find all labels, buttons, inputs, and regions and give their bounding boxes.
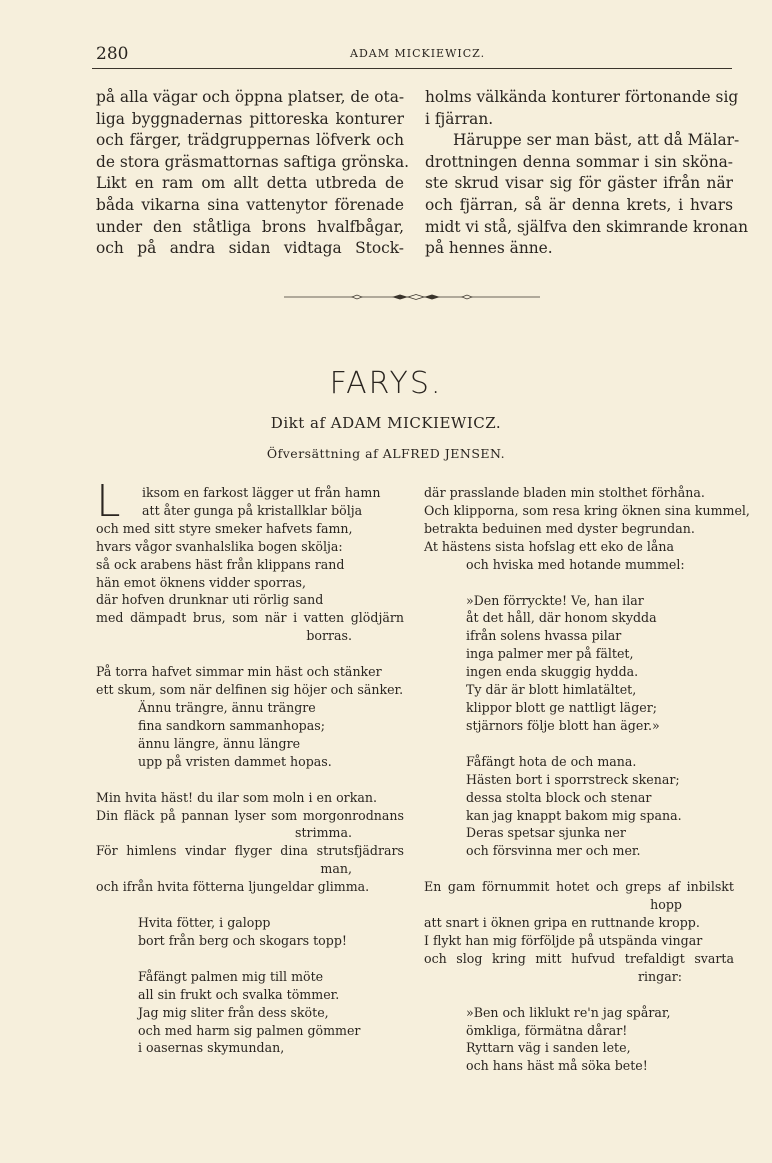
prose-line: båda vikarna sina vattenytor förenade bbox=[96, 195, 404, 214]
verse-line: stjärnors följe blott han äger.» bbox=[466, 717, 660, 733]
verse-line: man, bbox=[320, 861, 352, 877]
verse-line: i oasernas skymundan, bbox=[138, 1040, 285, 1056]
verse-line: att snart i öknen gripa en ruttnande kropp. bbox=[424, 915, 700, 931]
prose-line: och på andra sidan vidtaga Stock- bbox=[96, 239, 404, 258]
verse-line: ett skum, som när delfinen sig höjer och sänker. bbox=[96, 682, 404, 698]
running-title: ADAM MICKIEWICZ. bbox=[350, 47, 486, 60]
prose-line: och fjärran, så är denna krets, i hvars bbox=[425, 195, 733, 214]
verse-line: Din fläck på pannan lyser som morgonrodnans bbox=[96, 807, 404, 823]
prose-line: i fjärran. bbox=[425, 109, 494, 128]
prose-line: de stora gräsmattornas saftiga grönska. bbox=[96, 152, 410, 171]
verse-line: Ryttarn väg i sanden lete, bbox=[466, 1040, 631, 1056]
prose-line: ste skrud visar sig för gäster ifrån när bbox=[425, 174, 733, 193]
verse-line: iksom en farkost lägger ut från hamn bbox=[142, 485, 381, 500]
verse-line: borras. bbox=[306, 628, 352, 644]
verse-line: Fåfängt palmen mig till möte bbox=[138, 968, 324, 984]
verse-line: där hofven drunknar uti rörlig sand bbox=[96, 592, 324, 608]
prose-line: på hennes änne. bbox=[425, 239, 553, 258]
verse-line: ifrån solens hvassa pilar bbox=[466, 628, 622, 644]
prose-line: liga byggnadernas pittoreska konturer bbox=[96, 109, 404, 128]
verse-line: Deras spetsar sjunka ner bbox=[466, 825, 626, 841]
poem-title: FARYS. bbox=[329, 366, 443, 401]
prose-line: Likt en ram om allt detta utbreda de bbox=[96, 174, 404, 193]
verse-line: Min hvita häst! du ilar som moln i en orkan. bbox=[96, 789, 377, 805]
verse-line: bort från berg och skogars topp! bbox=[138, 932, 347, 948]
verse-line: och försvinna mer och mer. bbox=[466, 843, 641, 859]
prose-line: på alla vägar och öppna platser, de ota- bbox=[96, 88, 405, 106]
page-number: 280 bbox=[96, 44, 129, 64]
prose-column-left bbox=[96, 87, 410, 260]
verse-line: På torra hafvet simmar min häst och stänker bbox=[96, 664, 382, 680]
verse-line: ömkliga, förmätna dårar! bbox=[466, 1022, 628, 1038]
verse-line: Fåfängt hota de och mana. bbox=[466, 753, 637, 769]
verse-line: strimma. bbox=[295, 825, 352, 841]
verse-line: betrakta beduinen med dyster begrundan. bbox=[424, 520, 695, 536]
verse-line: ännu längre, ännu längre bbox=[138, 735, 301, 751]
prose-line: midt vi stå, själfva den skimrande kronan bbox=[425, 217, 748, 236]
prose-column-right bbox=[425, 87, 748, 260]
verse-line: där prasslande bladen min stolthet förhåna. bbox=[424, 485, 705, 500]
verse-line: ringar: bbox=[638, 968, 682, 984]
prose-line: holms välkända konturer förtonande sig bbox=[425, 88, 739, 106]
verse-line: »Ben och liklukt re'n jag spårar, bbox=[466, 1004, 671, 1020]
verse-line: Hvita fötter, i galopp bbox=[138, 915, 271, 931]
verse-line: och ifrån hvita fötterna ljungeldar glimma. bbox=[96, 879, 370, 895]
verse-line: Och klipporna, som resa kring öknen sina kummel, bbox=[424, 502, 750, 518]
verse-line: att åter gunga på kristallklar bölja bbox=[142, 502, 363, 518]
verse-line: klippor blott ge nattligt läger; bbox=[466, 699, 657, 715]
verse-line: Ty där är blott himlatältet, bbox=[466, 682, 637, 698]
verse-line: ingen enda skuggig hydda. bbox=[466, 664, 639, 680]
stanza-opening bbox=[96, 476, 404, 527]
verse-line: upp på vristen dammet hopas. bbox=[138, 753, 332, 769]
prose-line: och färger, trädgruppernas löfverk och bbox=[96, 131, 404, 150]
prose-line: under den ståtliga brons hvalfbågar, bbox=[96, 217, 404, 236]
verse-line: och med harm sig palmen gömmer bbox=[138, 1022, 361, 1038]
verse-line: hvars vågor svanhalslika bogen skölja: bbox=[96, 538, 343, 554]
verse-line: Ännu trängre, ännu trängre bbox=[138, 699, 316, 715]
translator-credit: Öfversättning af ALFRED JENSEN. bbox=[266, 446, 506, 461]
verse-line: hopp bbox=[650, 897, 682, 913]
verse-line: kan jag knappt bakom mig spana. bbox=[466, 807, 682, 823]
verse-line: åt det håll, där honom skydda bbox=[466, 610, 657, 626]
verse-line: hän emot öknens vidder sporras, bbox=[96, 574, 306, 590]
verse-line: och med sitt styre smeker hafvets famn, bbox=[96, 520, 353, 536]
verse-line: så ock arabens häst från klippans rand bbox=[96, 556, 345, 572]
verse-line: »Den förryckte! Ve, han ilar bbox=[466, 592, 644, 608]
verse-line: En gam förnummit hotet och greps af inbilskt bbox=[424, 879, 734, 895]
header-rule bbox=[92, 68, 732, 69]
prose-line: Häruppe ser man bäst, att då Mälar- bbox=[453, 131, 740, 150]
verse-line: inga palmer mer på fältet, bbox=[466, 646, 634, 662]
prose-line: drottningen denna sommar i sin sköna- bbox=[425, 152, 733, 171]
poem-column-left bbox=[96, 476, 404, 1057]
verse-line: med dämpadt brus, som när i vatten glödjärn bbox=[96, 610, 404, 626]
verse-line: och hviska med hotande mummel: bbox=[466, 556, 685, 572]
ornament-divider bbox=[284, 294, 540, 300]
drop-cap: L bbox=[96, 476, 121, 527]
verse-line: Jag mig sliter från dess sköte, bbox=[138, 1004, 329, 1020]
verse-line: fina sandkorn sammanhopas; bbox=[138, 717, 325, 733]
verse-line: För himlens vindar flyger dina strutsfjädrars bbox=[96, 843, 404, 859]
verse-line: och slog kring mitt hufvud trefaldigt svarta bbox=[424, 950, 734, 966]
poem-column-right bbox=[424, 484, 750, 1075]
verse-line: Hästen bort i sporrstreck skenar; bbox=[466, 771, 680, 787]
verse-line: all sin frukt och svalka tömmer. bbox=[138, 986, 340, 1002]
verse-line: och hans häst må söka bete! bbox=[466, 1058, 648, 1074]
verse-line: I flykt han mig förföljde på utspända vingar bbox=[424, 932, 703, 948]
verse-line: dessa stolta block och stenar bbox=[466, 789, 652, 805]
poem-subtitle: Dikt af ADAM MICKIEWICZ. bbox=[270, 414, 502, 432]
running-header bbox=[96, 44, 732, 66]
verse-line: At hästens sista hofslag ett eko de låna bbox=[424, 538, 674, 554]
